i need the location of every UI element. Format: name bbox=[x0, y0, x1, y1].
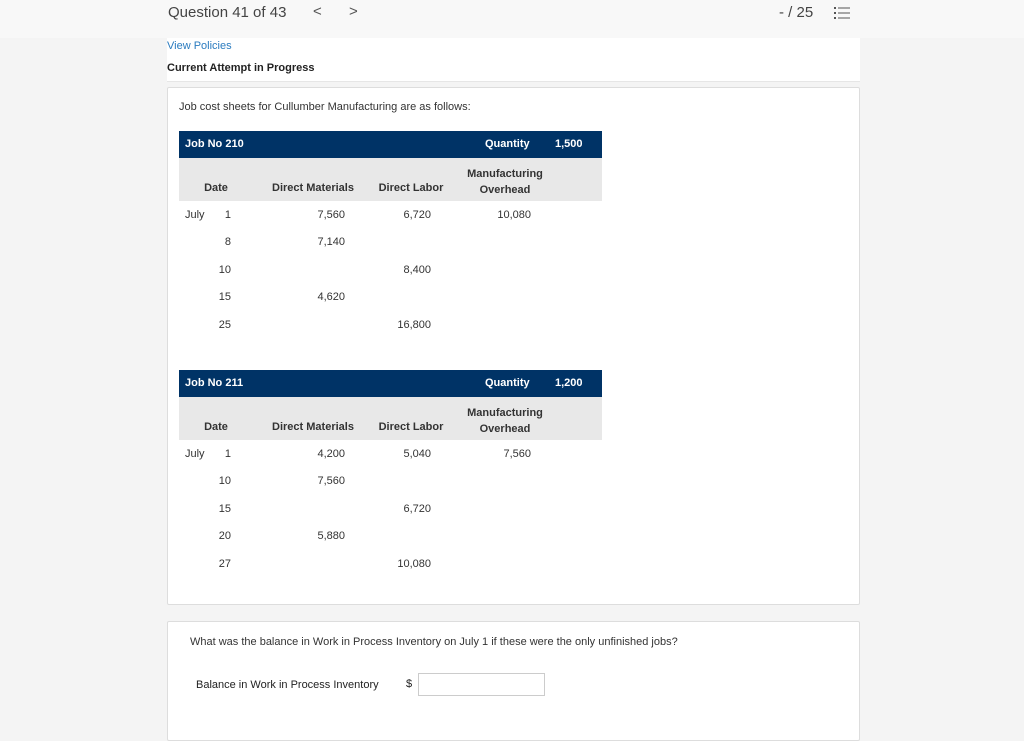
table-row bbox=[179, 467, 602, 494]
row-overhead: 10,080 bbox=[497, 209, 531, 221]
row-day: 10 bbox=[218, 475, 231, 487]
job-header bbox=[179, 370, 602, 397]
next-question-button[interactable]: > bbox=[349, 3, 358, 20]
row-day: 8 bbox=[224, 236, 231, 248]
question-list-icon[interactable] bbox=[834, 6, 850, 20]
row-direct-materials: 7,560 bbox=[317, 209, 345, 221]
question-counter: Question 41 of 43 bbox=[168, 4, 287, 21]
balance-input[interactable] bbox=[418, 673, 545, 696]
row-direct-labor: 8,400 bbox=[403, 264, 431, 276]
table-row bbox=[179, 550, 602, 577]
row-direct-materials: 7,140 bbox=[317, 236, 345, 248]
row-direct-materials: 7,560 bbox=[317, 475, 345, 487]
job-header bbox=[179, 131, 602, 158]
job-title: Job No 210 bbox=[185, 138, 244, 150]
attempt-status: Current Attempt in Progress bbox=[167, 62, 315, 74]
table-row bbox=[179, 283, 602, 310]
row-day: 20 bbox=[218, 530, 231, 542]
col-direct-labor: Direct Labor bbox=[378, 182, 444, 194]
problem-card bbox=[167, 87, 860, 605]
col-manufacturing-overhead bbox=[455, 405, 555, 437]
row-direct-labor: 16,800 bbox=[397, 319, 431, 331]
quantity-label: Quantity bbox=[485, 377, 530, 389]
column-headers bbox=[179, 397, 602, 440]
row-overhead: 7,560 bbox=[503, 448, 531, 460]
table-row bbox=[179, 522, 602, 549]
col-direct-labor: Direct Labor bbox=[378, 421, 444, 433]
col-date: Date bbox=[204, 182, 228, 194]
row-day: 27 bbox=[218, 558, 231, 570]
row-direct-materials: 4,620 bbox=[317, 291, 345, 303]
col-mo-line1: Manufacturing bbox=[467, 168, 543, 180]
row-month: July bbox=[185, 209, 205, 221]
currency-symbol: $ bbox=[406, 678, 413, 690]
col-date: Date bbox=[204, 421, 228, 433]
problem-intro: Job cost sheets for Cullumber Manufacturing are as follows: bbox=[179, 101, 471, 113]
row-direct-materials: 5,880 bbox=[317, 530, 345, 542]
top-bar bbox=[0, 0, 1024, 38]
table-row bbox=[179, 495, 602, 522]
row-direct-labor: 6,720 bbox=[403, 209, 431, 221]
row-day: 25 bbox=[218, 319, 231, 331]
col-manufacturing-overhead bbox=[455, 166, 555, 198]
view-policies-link[interactable]: View Policies bbox=[167, 40, 232, 52]
quantity-label: Quantity bbox=[485, 138, 530, 150]
job-title: Job No 211 bbox=[185, 377, 244, 389]
score-display: - / 25 bbox=[779, 4, 814, 21]
answer-card bbox=[167, 621, 860, 741]
col-direct-materials: Direct Materials bbox=[272, 421, 354, 433]
table-row bbox=[179, 311, 602, 338]
row-direct-labor: 5,040 bbox=[403, 448, 431, 460]
balance-label: Balance in Work in Process Inventory bbox=[196, 679, 379, 691]
row-month: July bbox=[185, 448, 205, 460]
row-direct-materials: 4,200 bbox=[317, 448, 345, 460]
table-row bbox=[179, 256, 602, 283]
table-row bbox=[179, 440, 602, 467]
column-headers bbox=[179, 158, 602, 201]
previous-question-button[interactable]: < bbox=[313, 3, 322, 20]
quantity-value: 1,500 bbox=[555, 138, 583, 150]
row-day: 10 bbox=[218, 264, 231, 276]
col-mo-line2: Overhead bbox=[479, 184, 531, 196]
col-mo-line1: Manufacturing bbox=[467, 407, 543, 419]
row-day: 1 bbox=[224, 448, 231, 460]
table-row bbox=[179, 201, 602, 228]
row-direct-labor: 10,080 bbox=[397, 558, 431, 570]
attempt-header bbox=[167, 38, 860, 82]
quantity-value: 1,200 bbox=[555, 377, 583, 389]
row-day: 15 bbox=[218, 291, 231, 303]
col-direct-materials: Direct Materials bbox=[272, 182, 354, 194]
col-mo-line2: Overhead bbox=[479, 423, 531, 435]
row-day: 15 bbox=[218, 503, 231, 515]
row-direct-labor: 6,720 bbox=[403, 503, 431, 515]
row-day: 1 bbox=[224, 209, 231, 221]
table-row bbox=[179, 228, 602, 255]
question-text: What was the balance in Work in Process Inventory on July 1 if these were the only unfinished jobs? bbox=[190, 636, 678, 648]
